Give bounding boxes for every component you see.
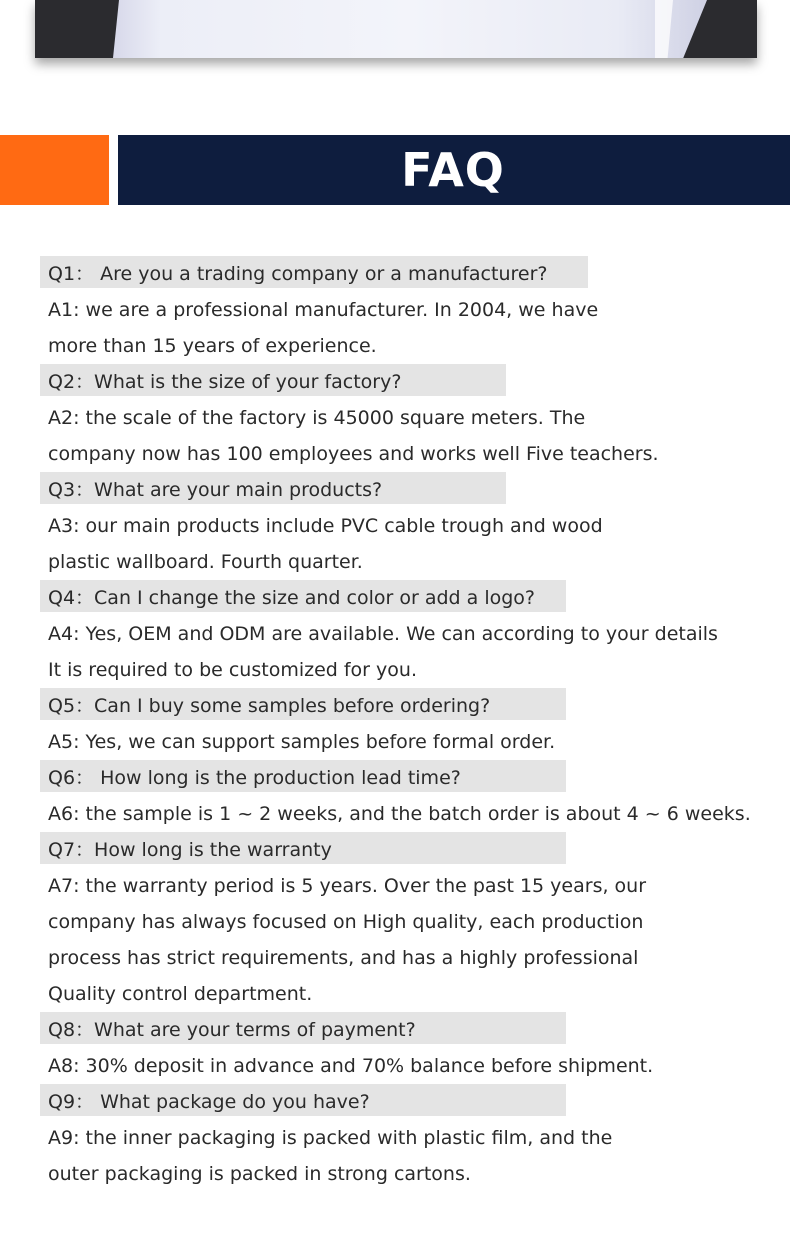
faq-question-5: Q5：Can I buy some samples before ordering? — [40, 688, 566, 720]
faq-list — [40, 256, 780, 1192]
faq-answer-4-line-2: It is required to be customized for you. — [48, 659, 417, 681]
faq-question-4: Q4：Can I change the size and color or add a logo? — [40, 580, 566, 612]
faq-item-6 — [40, 760, 780, 832]
faq-answer-7-line-4: Quality control department. — [48, 983, 313, 1005]
faq-answer-8-line-1: A8: 30% deposit in advance and 70% balance before shipment. — [48, 1055, 654, 1077]
faq-question-6: Q6： How long is the production lead time? — [40, 760, 566, 792]
faq-item-4 — [40, 580, 780, 688]
faq-question-2: Q2：What is the size of your factory? — [40, 364, 506, 396]
faq-item-1 — [40, 256, 780, 364]
faq-title: FAQ — [401, 143, 505, 197]
faq-item-2 — [40, 364, 780, 472]
faq-answer-5-line-1: A5: Yes, we can support samples before formal order. — [48, 731, 556, 753]
faq-answer-1-line-2: more than 15 years of experience. — [48, 335, 377, 357]
faq-answer-3-line-2: plastic wallboard. Fourth quarter. — [48, 551, 363, 573]
faq-question-7: Q7：How long is the warranty — [40, 832, 566, 864]
faq-answer-7-line-2: company has always focused on High quality, each production — [48, 911, 644, 933]
faq-answer-6-line-1: A6: the sample is 1 ~ 2 weeks, and the batch order is about 4 ~ 6 weeks. — [48, 803, 751, 825]
faq-question-9: Q9： What package do you have? — [40, 1084, 566, 1116]
faq-answer-7-line-3: process has strict requirements, and has a highly professional — [48, 947, 639, 969]
product-photo-panel — [113, 0, 707, 58]
faq-item-3 — [40, 472, 780, 580]
product-photo — [35, 0, 757, 58]
faq-item-7 — [40, 832, 780, 1012]
orange-accent-block — [0, 135, 109, 205]
faq-header-bar — [118, 135, 790, 205]
faq-item-9 — [40, 1084, 780, 1192]
faq-answer-2-line-2: company now has 100 employees and works well Five teachers. — [48, 443, 659, 465]
faq-answer-7-line-1: A7: the warranty period is 5 years. Over the past 15 years, our — [48, 875, 647, 897]
faq-question-1: Q1： Are you a trading company or a manufacturer? — [40, 256, 588, 288]
faq-question-8: Q8：What are your terms of payment? — [40, 1012, 566, 1044]
faq-answer-4-line-1: A4: Yes, OEM and ODM are available. We can according to your details — [48, 623, 718, 645]
faq-item-8 — [40, 1012, 780, 1084]
faq-item-5 — [40, 688, 780, 760]
faq-answer-2-line-1: A2: the scale of the factory is 45000 square meters. The — [48, 407, 586, 429]
faq-answer-9-line-2: outer packaging is packed in strong cartons. — [48, 1163, 471, 1185]
faq-question-3: Q3：What are your main products? — [40, 472, 506, 504]
faq-answer-1-line-1: A1: we are a professional manufacturer. In 2004, we have — [48, 299, 599, 321]
faq-answer-9-line-1: A9: the inner packaging is packed with plastic film, and the — [48, 1127, 613, 1149]
faq-answer-3-line-1: A3: our main products include PVC cable trough and wood — [48, 515, 603, 537]
